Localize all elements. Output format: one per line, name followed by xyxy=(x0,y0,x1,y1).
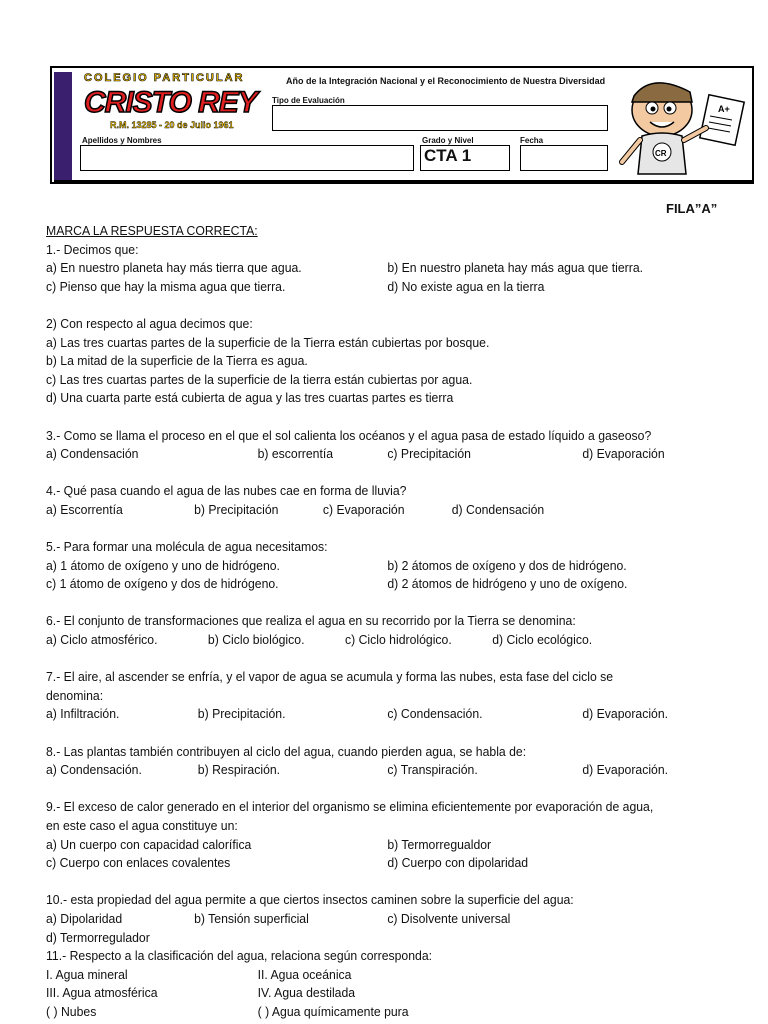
q8-option-c[interactable]: c) Transpiración. xyxy=(387,762,478,778)
q8-question: 8.- Las plantas también contribuyen al ciclo del agua, cuando pierden agua, se habla de: xyxy=(46,743,527,759)
q6-options xyxy=(46,631,701,650)
q10-options xyxy=(46,910,701,929)
q9-option-d[interactable]: d) Cuerpo con dipolaridad xyxy=(387,855,529,871)
q4-option-c[interactable]: c) Evaporación xyxy=(322,501,405,517)
q9-question-line1: 9.- El exceso de calor generado en el interior del organismo se elimina eficientemente por evaporación de agua, xyxy=(46,799,654,815)
q6-question: 6.- El conjunto de transformaciones que realiza el agua en su recorrido por la Tierra se denomina: xyxy=(46,613,576,629)
q11-row2 xyxy=(46,984,701,1003)
q1-option-b[interactable]: b) En nuestro planeta hay más agua que tierra. xyxy=(387,260,644,276)
school-subtitle: COLEGIO PARTICULAR xyxy=(84,72,245,84)
exam-sheet-icon xyxy=(700,95,744,146)
q9-options-row1 xyxy=(46,836,701,855)
mascot-badge: A+ xyxy=(718,104,730,114)
q11-row3 xyxy=(46,1003,701,1022)
q7-option-a[interactable]: a) Infiltración. xyxy=(46,706,120,722)
q11-item-iv: IV. Agua destilada xyxy=(257,985,356,1001)
q8-option-b[interactable]: b) Respiración. xyxy=(197,762,281,778)
q5-option-c[interactable]: c) 1 átomo de oxígeno y dos de hidrógeno. xyxy=(46,576,279,592)
fecha-label: Fecha xyxy=(520,136,544,145)
q2-option-b[interactable]: b) La mitad de la superficie de la Tierra es agua. xyxy=(46,353,308,369)
fecha-field[interactable] xyxy=(520,145,608,171)
q3-options xyxy=(46,445,701,464)
q8-options xyxy=(46,761,701,780)
q5-options-row1 xyxy=(46,557,701,576)
q7-option-b[interactable]: b) Precipitación. xyxy=(197,706,286,722)
q10-question: 10.- esta propiedad del agua permite a que ciertos insectos caminen sobre la superficie del agua: xyxy=(46,892,574,908)
q8-option-a[interactable]: a) Condensación. xyxy=(46,762,142,778)
q6-option-d[interactable]: d) Ciclo ecológico. xyxy=(492,632,593,648)
q1-options-row1 xyxy=(46,259,701,278)
q7-question-line1: 7.- El aire, al ascender se enfría, y el vapor de agua se acumula y forma las nubes, esta fase del ciclo se xyxy=(46,669,614,685)
school-resolution: R.M. 13285 - 20 de Julio 1961 xyxy=(110,120,234,130)
q7-options xyxy=(46,705,701,724)
school-logo-name: CRISTO REY xyxy=(84,86,257,119)
q4-option-a[interactable]: a) Escorrentía xyxy=(46,501,123,517)
q2-question: 2) Con respecto al agua decimos que: xyxy=(46,315,253,331)
apellidos-label: Apellidos y Nombres xyxy=(82,136,162,145)
q3-question: 3.- Como se llama el proceso en el que el sol calienta los océanos y el agua pasa de estado líquido a gaseoso? xyxy=(46,427,652,443)
q11-response-1[interactable]: ( ) Nubes xyxy=(46,1003,97,1019)
q3-option-b[interactable]: b) escorrentía xyxy=(257,446,334,462)
q1-option-d[interactable]: d) No existe agua en la tierra xyxy=(387,278,545,294)
q9-option-c[interactable]: c) Cuerpo con enlaces covalentes xyxy=(46,855,231,871)
q9-options-row2 xyxy=(46,854,701,873)
q10-option-c[interactable]: c) Disolvente universal xyxy=(387,910,511,926)
q1-option-c[interactable]: c) Pienso que hay la misma agua que tierra. xyxy=(46,278,286,294)
q9-option-b[interactable]: b) Termorregualdor xyxy=(387,836,492,852)
q11-question: 11.- Respecto a la clasificación del agua, relaciona según corresponda: xyxy=(46,948,433,964)
q2-option-c[interactable]: c) Las tres cuartas partes de la superficie de la tierra están cubiertas por agua. xyxy=(46,371,473,387)
q9-option-a[interactable]: a) Un cuerpo con capacidad calorífica xyxy=(46,836,252,852)
q3-option-c[interactable]: c) Precipitación xyxy=(387,446,471,462)
q6-option-a[interactable]: a) Ciclo atmosférico. xyxy=(46,632,158,648)
q4-options xyxy=(46,501,701,520)
q10-option-a[interactable]: a) Dipolaridad xyxy=(46,910,123,926)
q7-option-c[interactable]: c) Condensación. xyxy=(387,706,483,722)
q2-option-a[interactable]: a) Las tres cuartas partes de la superficie de la Tierra están cubiertas por bosque. xyxy=(46,334,490,350)
q1-question: 1.- Decimos que: xyxy=(46,241,139,257)
q6-option-c[interactable]: c) Ciclo hidrológico. xyxy=(345,632,452,648)
q8-option-d[interactable]: d) Evaporación. xyxy=(582,762,669,778)
header-accent-bar xyxy=(54,72,72,180)
year-motto: Año de la Integración Nacional y el Reconocimiento de Nuestra Diversidad xyxy=(286,76,606,86)
q11-row1 xyxy=(46,966,701,985)
q9-question-line2: en este caso el agua constituye un: xyxy=(46,818,238,833)
q11-response-2[interactable]: ( ) Agua químicamente pura xyxy=(257,1003,409,1019)
q7-question-line2: denomina: xyxy=(46,687,104,703)
q4-option-b[interactable]: b) Precipitación xyxy=(194,501,279,517)
q3-option-d[interactable]: d) Evaporación xyxy=(582,446,665,462)
apellidos-field[interactable] xyxy=(80,145,414,171)
q11-item-ii: II. Agua oceánica xyxy=(257,966,352,982)
fila-label: FILA”A” xyxy=(666,201,718,216)
q7-option-d[interactable]: d) Evaporación. xyxy=(582,706,669,722)
q4-option-d[interactable]: d) Condensación xyxy=(451,501,545,517)
exam-questions xyxy=(46,222,701,1022)
tipo-evaluacion-field[interactable] xyxy=(272,105,608,131)
q5-options-row2 xyxy=(46,575,701,594)
mascot-cap: CR xyxy=(655,149,667,158)
grado-label: Grado y Nivel xyxy=(422,136,474,145)
mascot-illustration xyxy=(612,74,750,178)
grado-value: CTA 1 xyxy=(424,146,472,165)
q5-option-b[interactable]: b) 2 átomos de oxígeno y dos de hidrógeno. xyxy=(387,557,627,573)
q11-item-iii: III. Agua atmosférica xyxy=(46,985,158,1001)
header-bottom-rule xyxy=(54,180,754,182)
q5-option-a[interactable]: a) 1 átomo de oxígeno y uno de hidrógeno. xyxy=(46,557,280,573)
instructions-title: MARCA LA RESPUESTA CORRECTA: xyxy=(46,223,258,238)
q5-option-d[interactable]: d) 2 átomos de hidrógeno y uno de oxígeno. xyxy=(387,576,628,592)
q2-option-d[interactable]: d) Una cuarta parte está cubierta de agua y las tres cuartas partes es tierra xyxy=(46,390,454,406)
q10-option-d[interactable]: d) Termorregulador xyxy=(46,929,150,945)
q10-option-b[interactable]: b) Tensión superficial xyxy=(194,910,309,926)
q1-options-row2 xyxy=(46,278,701,297)
q6-option-b[interactable]: b) Ciclo biológico. xyxy=(207,632,305,648)
q11-item-i: I. Agua mineral xyxy=(46,966,128,982)
q5-question: 5.- Para formar una molécula de agua necesitamos: xyxy=(46,539,328,555)
q4-question: 4.- Qué pasa cuando el agua de las nubes cae en forma de lluvia? xyxy=(46,483,407,499)
q1-option-a[interactable]: a) En nuestro planeta hay más tierra que agua. xyxy=(46,260,302,276)
q3-option-a[interactable]: a) Condensación xyxy=(46,446,139,462)
tipo-evaluacion-label: Tipo de Evaluación xyxy=(272,96,345,105)
